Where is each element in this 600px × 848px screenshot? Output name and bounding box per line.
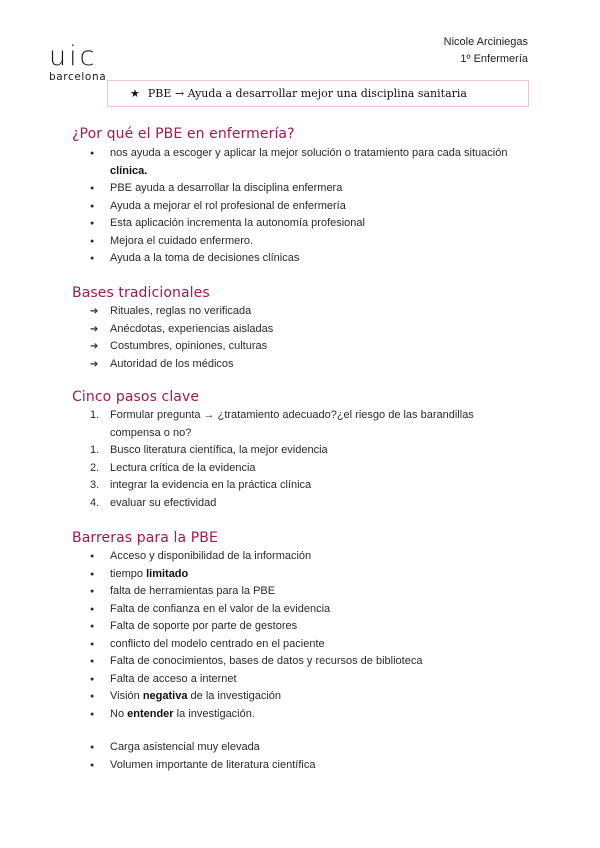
- list-item-bold: clínica.: [110, 164, 148, 177]
- logo-wordmark: barcelona: [49, 71, 107, 83]
- list-item: ➔ Anécdotas, experiencias aisladas: [90, 321, 530, 339]
- list-item: 4. evaluar su efectividad: [90, 496, 217, 509]
- list-item: ● tiempo limitado: [90, 566, 530, 584]
- author-name: Nicole Arciniegas: [443, 36, 528, 48]
- section-title-por-que: ¿Por qué el PBE en enfermería?: [72, 126, 295, 142]
- author-block: [444, 34, 528, 68]
- author-course: 1º Enfermería: [460, 53, 528, 65]
- uic-logo: [49, 41, 109, 84]
- list-item: 2. Lectura crítica de la evidencia: [90, 461, 256, 474]
- list-item: ● Ayuda a mejorar el rol profesional de enfermería: [90, 198, 530, 216]
- logo-mark: uic: [49, 41, 98, 72]
- list-item: ● Ayuda a la toma de decisiones clínicas: [90, 250, 530, 268]
- list-item: ➔ Rituales, reglas no verificada: [90, 303, 530, 321]
- star-icon: ★: [130, 87, 140, 100]
- callout-text: PBE → Ayuda a desarrollar mejor una disciplina sanitaria: [147, 87, 467, 100]
- list-item: ● No entender la investigación.: [90, 706, 530, 724]
- list-item: ● Falta de acceso a internet: [90, 671, 530, 689]
- list-item: ● Mejora el cuidado enfermero.: [90, 233, 530, 251]
- list-item-text: nos ayuda a escoger y aplicar la mejor solución o tratamiento para cada situación: [110, 147, 508, 159]
- list-item: ● Acceso y disponibilidad de la información: [90, 548, 530, 566]
- list-item: [90, 145, 530, 180]
- list-item: ● conflicto del modelo centrado en el paciente: [90, 636, 530, 654]
- section-title-barreras: Barreras para la PBE: [72, 530, 218, 546]
- list-item: ● Falta de confianza en el valor de la evidencia: [90, 601, 530, 619]
- list-item: ➔ Autoridad de los médicos: [90, 356, 530, 374]
- list-item: ● Visión negativa de la investigación: [90, 688, 530, 706]
- list-bases: [90, 303, 530, 373]
- list-item: 3. integrar la evidencia en la práctica clínica: [90, 479, 312, 491]
- section-title-pasos: Cinco pasos clave: [72, 389, 200, 405]
- list-item: 1. Busco literatura científica, la mejor evidencia: [90, 444, 328, 456]
- list-item: 1. Formular pregunta → ¿tratamiento adecuado?¿el riesgo de las barandillas compensa o no?: [90, 409, 474, 439]
- list-item: ● Volumen importante de literatura científica: [90, 757, 530, 775]
- section-title-bases: Bases tradicionales: [72, 285, 210, 301]
- list-item: ➔ Costumbres, opiniones, culturas: [90, 338, 530, 356]
- list-item: ● Falta de soporte por parte de gestores: [90, 618, 530, 636]
- list-barreras: [90, 548, 530, 723]
- list-barreras-extra: [90, 739, 530, 774]
- summary-callout: [107, 80, 529, 107]
- list-item: ● Falta de conocimientos, bases de datos y recursos de biblioteca: [90, 653, 530, 671]
- list-item: ● falta de herramientas para la PBE: [90, 583, 530, 601]
- list-por-que: [90, 145, 530, 268]
- list-item: ● Carga asistencial muy elevada: [90, 739, 530, 757]
- list-item: ● PBE ayuda a desarrollar la disciplina enfermera: [90, 180, 530, 198]
- list-item: ● Esta aplicación incrementa la autonomía profesional: [90, 215, 530, 233]
- list-pasos: [90, 407, 520, 512]
